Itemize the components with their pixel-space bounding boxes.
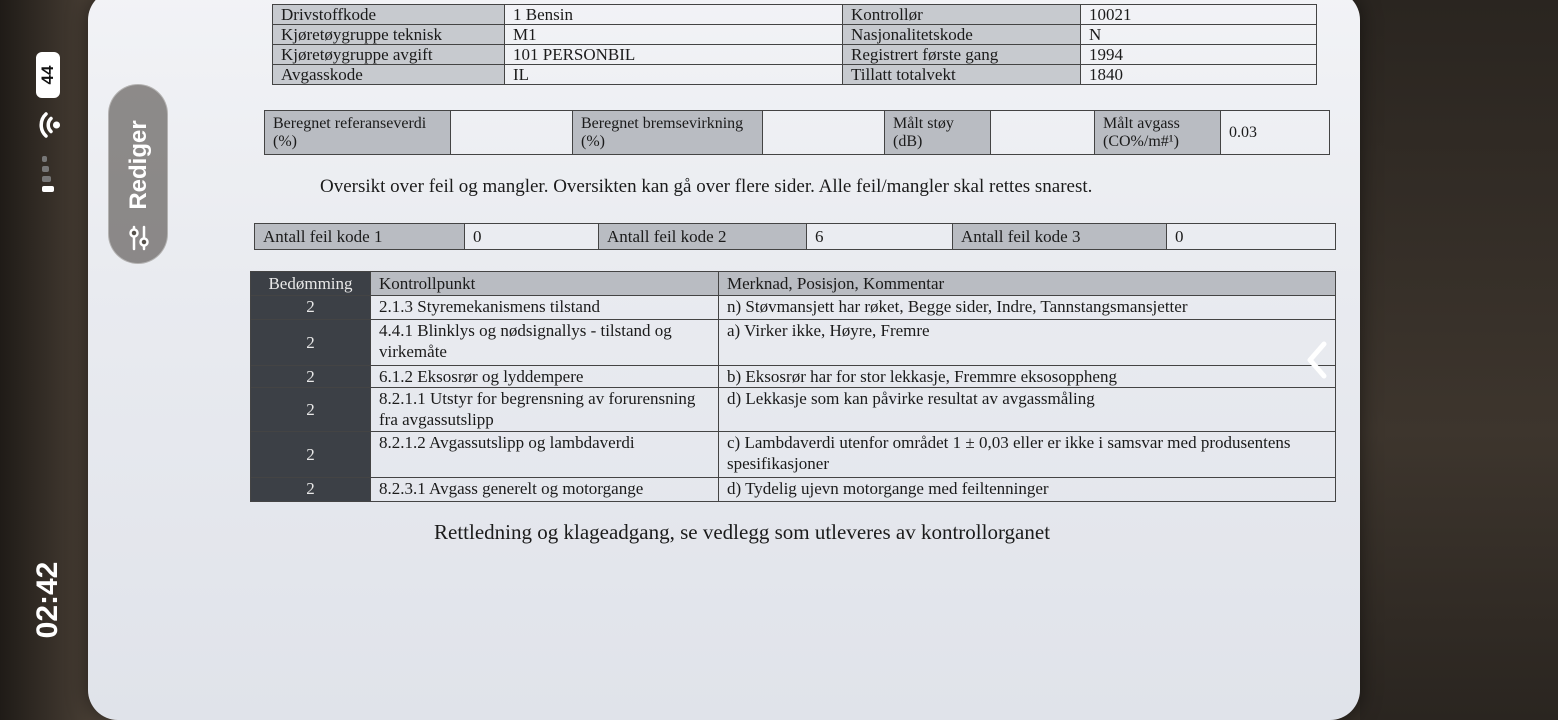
remark-cell: b) Eksosrør har for stor lekkasje, Fremmre eksosoppheng	[719, 366, 1336, 388]
checkpoint-cell: 4.4.1 Blinklys og nødsignallys - tilstand og virkemåte	[371, 320, 719, 366]
header-rating: Bedømming	[251, 272, 371, 296]
rating-cell: 2	[251, 432, 371, 478]
vehicle-info-table	[272, 4, 1317, 85]
table-row	[251, 366, 1336, 388]
measurement-table	[264, 110, 1330, 155]
brake-effect-label: Beregnet bremsevirkning (%)	[573, 111, 763, 155]
status-bar	[0, 0, 90, 720]
footer-text: Rettledning og klageadgang, se vedlegg som utleveres av kontrollorganet	[434, 520, 1051, 544]
overview-text: Oversikt over feil og mangler. Oversikten kan gå over flere sider. Alle feil/mangler skal rettes snarest.	[320, 176, 1093, 197]
cell-label: Kjøretøygruppe teknisk	[273, 25, 505, 45]
table-row	[255, 224, 1336, 250]
header-checkpoint: Kontrollpunkt	[371, 272, 719, 296]
fault-count-table	[254, 223, 1336, 250]
table-row	[273, 5, 1317, 25]
code1-label: Antall feil kode 1	[255, 224, 465, 250]
edit-button-label: Rediger	[125, 120, 152, 210]
checkpoint-cell: 8.2.1.2 Avgassutslipp og lambdaverdi	[371, 432, 719, 478]
checkpoint-cell: 2.1.3 Styremekanismens tilstand	[371, 296, 719, 320]
code3-value: 0	[1167, 224, 1336, 250]
clock: 02:42	[31, 561, 64, 639]
cellular-signal-icon	[38, 150, 62, 194]
checkpoint-cell: 8.2.3.1 Avgass generelt og motorgange	[371, 478, 719, 502]
cell-label: Drivstoffkode	[273, 5, 505, 25]
table-row	[251, 296, 1336, 320]
exhaust-label: Målt avgass (CO%/m#¹)	[1095, 111, 1221, 155]
cell-label: Registrert første gang	[843, 45, 1081, 65]
chevron-left-icon[interactable]	[1302, 340, 1332, 380]
table-row	[251, 388, 1336, 432]
cell-value: M1	[505, 25, 843, 45]
wifi-icon	[34, 110, 64, 140]
code2-value: 6	[807, 224, 953, 250]
cell-label: Nasjonalitetskode	[843, 25, 1081, 45]
checkpoint-cell: 8.2.1.1 Utstyr for begrensning av forurensning fra avgassutslipp	[371, 388, 719, 432]
cell-value: 1994	[1081, 45, 1317, 65]
remark-cell: a) Virker ikke, Høyre, Fremre	[719, 320, 1336, 366]
rating-cell: 2	[251, 478, 371, 502]
remark-cell: c) Lambdaverdi utenfor området 1 ± 0,03 eller er ikke i samsvar med produsentens spesifikasjoner	[719, 432, 1336, 478]
table-row	[251, 478, 1336, 502]
rating-cell: 2	[251, 320, 371, 366]
sliders-icon	[127, 225, 151, 251]
table-row	[273, 65, 1317, 85]
reference-value	[451, 111, 573, 155]
noise-value	[991, 111, 1095, 155]
code1-value: 0	[465, 224, 599, 250]
cell-label: Kontrollør	[843, 5, 1081, 25]
table-row	[273, 25, 1317, 45]
rating-cell: 2	[251, 388, 371, 432]
edit-button[interactable]	[108, 84, 168, 264]
code2-label: Antall feil kode 2	[599, 224, 807, 250]
table-row	[273, 45, 1317, 65]
header-remark: Merknad, Posisjon, Kommentar	[719, 272, 1336, 296]
cell-value: 10021	[1081, 5, 1317, 25]
brake-effect-value	[763, 111, 885, 155]
table-row	[251, 320, 1336, 366]
table-row	[265, 111, 1330, 155]
cell-value: 101 PERSONBIL	[505, 45, 843, 65]
exhaust-value: 0.03	[1221, 111, 1330, 155]
rating-cell: 2	[251, 366, 371, 388]
code3-label: Antall feil kode 3	[953, 224, 1167, 250]
cell-label: Tillatt totalvekt	[843, 65, 1081, 85]
cell-label: Kjøretøygruppe avgift	[273, 45, 505, 65]
cell-value: 1840	[1081, 65, 1317, 85]
background-right	[1360, 0, 1558, 720]
cell-label: Avgasskode	[273, 65, 505, 85]
cell-value: N	[1081, 25, 1317, 45]
faults-table	[250, 271, 1336, 502]
cell-value: 1 Bensin	[505, 5, 843, 25]
battery-level: 44	[38, 65, 57, 85]
reference-value-label: Beregnet referanseverdi (%)	[265, 111, 451, 155]
rating-cell: 2	[251, 296, 371, 320]
remark-cell: d) Lekkasje som kan påvirke resultat av avgassmåling	[719, 388, 1336, 432]
noise-label: Målt støy (dB)	[885, 111, 991, 155]
table-header-row	[251, 272, 1336, 296]
checkpoint-cell: 6.1.2 Eksosrør og lyddempere	[371, 366, 719, 388]
remark-cell: d) Tydelig ujevn motorgange med feiltenninger	[719, 478, 1336, 502]
cell-value: IL	[505, 65, 843, 85]
remark-cell: n) Støvmansjett har røket, Begge sider, Indre, Tannstangsmansjetter	[719, 296, 1336, 320]
table-row	[251, 432, 1336, 478]
battery-icon	[36, 52, 60, 98]
